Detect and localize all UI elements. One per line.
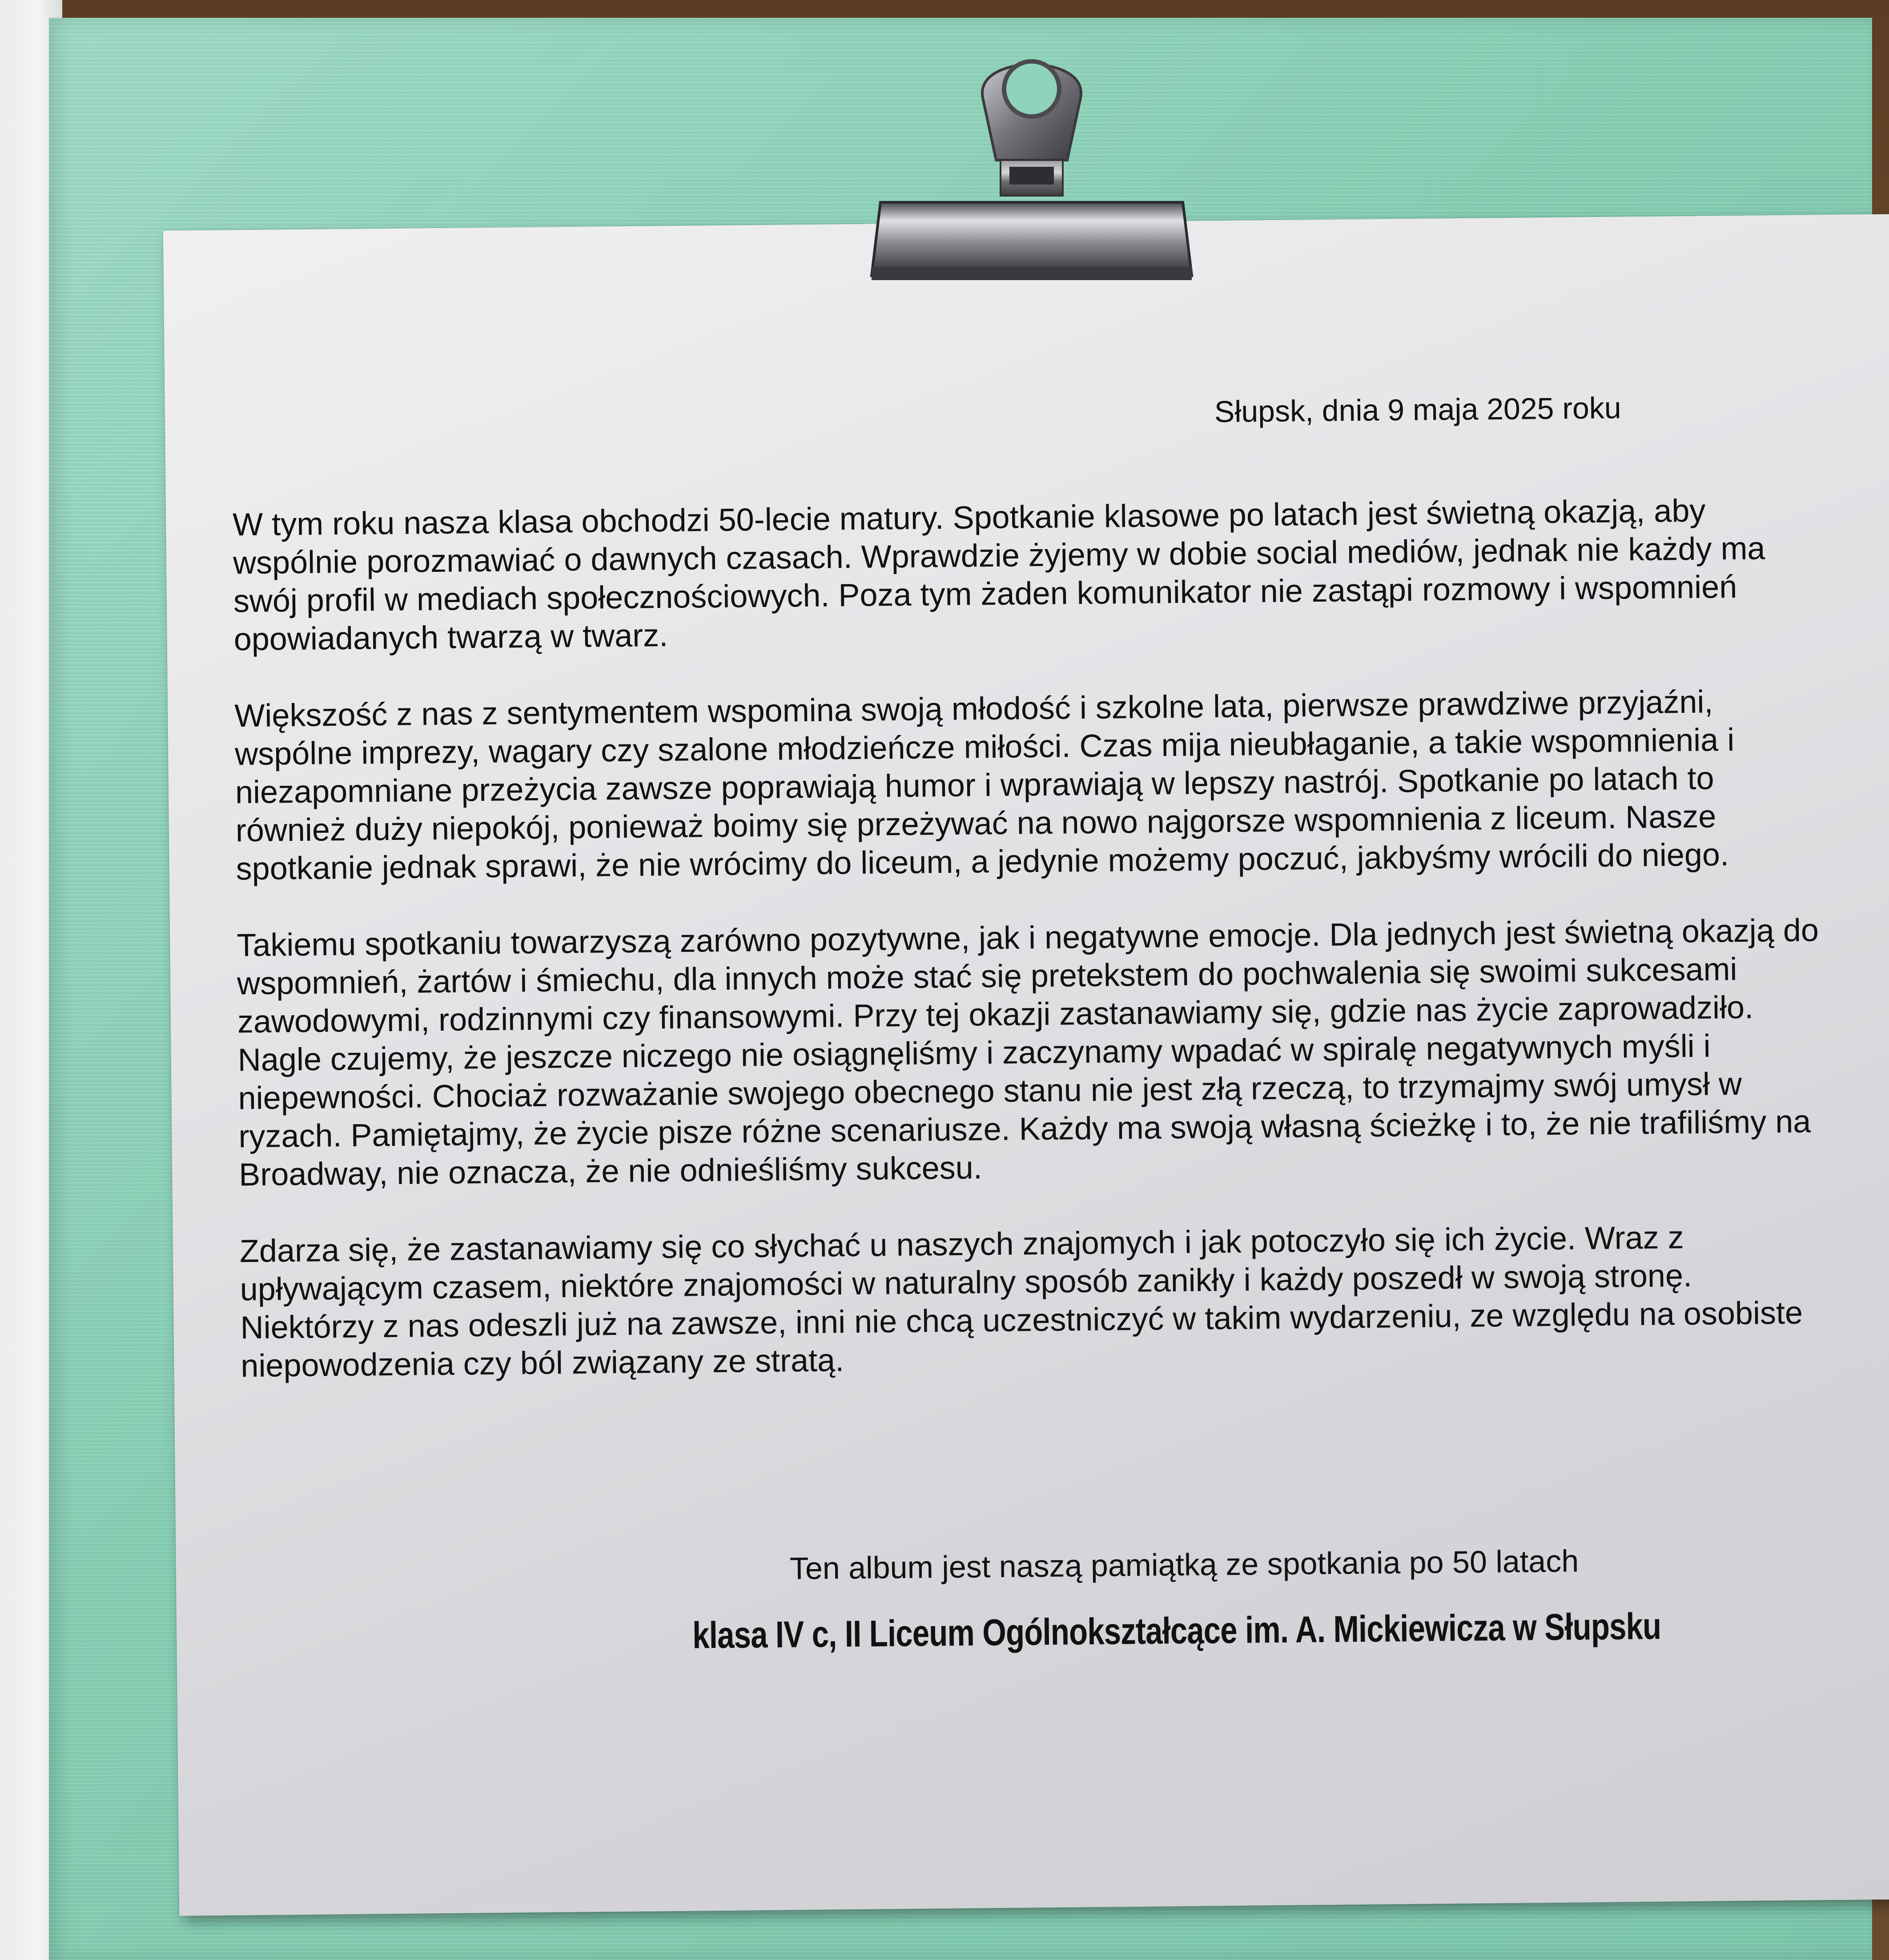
- letter-signature: klasa IV c, II Liceum Ogólnokształcące im. A. Mickiewicza w Słupsku: [692, 1605, 1661, 1656]
- letter-date: Słupsk, dnia 9 maja 2025 roku: [1214, 391, 1622, 429]
- letter-closing: Ten album jest naszą pamiątką ze spotkania po 50 latach: [789, 1543, 1579, 1586]
- letter-paragraph-3: Takiemu spotkaniu towarzyszą zarówno pozytywne, jak i negatywne emocje. Dla jednych jest świetną okazją do wspomnień, żartów i śmiechu, dla innych może stać się pretekstem do pochwalenia się swoimi sukcesami zawodowymi, rodzinnymi czy finansowymi. Przy tej okazji zastanawiamy się, gdzie nas życie zaprowadziło. Nagle czujemy, że jeszcze niczego nie osiągnęliśmy i zaczynamy wpadać w spiralę negatywnych myśli i niepewności. Chociaż rozważanie swojego obecnego stanu nie jest złą rzeczą, to trzymajmy swój umysł w ryzach. Pamiętajmy, że życie pisze różne scenariusze. Każdy ma swoją własną ścieżkę i to, że nie trafiliśmy na Broadway, nie oznacza, że nie odnieśliśmy sukcesu.: [236, 912, 1819, 1193]
- album-board: [49, 18, 1872, 1960]
- letter-paragraph-4: Zdarza się, że zastanawiamy się co słychać u naszych znajomych i jak potoczyło się ich życie. Wraz z upływającym czasem, niektóre znajomości w naturalny sposób zanikły i każdy poszedł w swoją stronę. Niektórzy z nas odeszli już na zawsze, inni nie chcą uczestniczyć w takim wydarzeniu, ze względu na osobiste niepowodzenia czy ból związany ze stratą.: [239, 1220, 1803, 1384]
- letter-paragraph-1: W tym roku nasza klasa obchodzi 50-lecie matury. Spotkanie klasowe po latach jest świetną okazją, aby wspólnie porozmawiać o dawnych czasach. Wprawdzie żyjemy w dobie social mediów, jednak nie każdy ma swój profil w mediach społecznościowych. Poza tym żaden komunikator nie zastąpi rozmowy i wspomnień opowiadanych twarzą w twarz.: [232, 493, 1765, 658]
- letter-body: [233, 490, 1825, 1423]
- letter-sheet: [163, 214, 1889, 1916]
- binder-clip-icon: [863, 27, 1201, 293]
- letter-paragraph-2: Większość z nas z sentymentem wspomina swoją młodość i szkolne lata, pierwsze prawdziwe przyjaźni, wspólne imprezy, wagary czy szalone młodzieńcze miłości. Czas mija nieubłaganie, a takie wspomnienia i niezapomniane przeżycia zawsze poprawiają humor i wprawiają w lepszy nastrój. Spotkanie po latach to również duży niepokój, ponieważ boimy się przeżywać na nowo najgorsze wspomnienia z liceum. Nasze spotkanie jednak sprawi, że nie wrócimy do liceum, a jedynie możemy poczuć, jakbyśmy wrócili do niego.: [234, 684, 1735, 887]
